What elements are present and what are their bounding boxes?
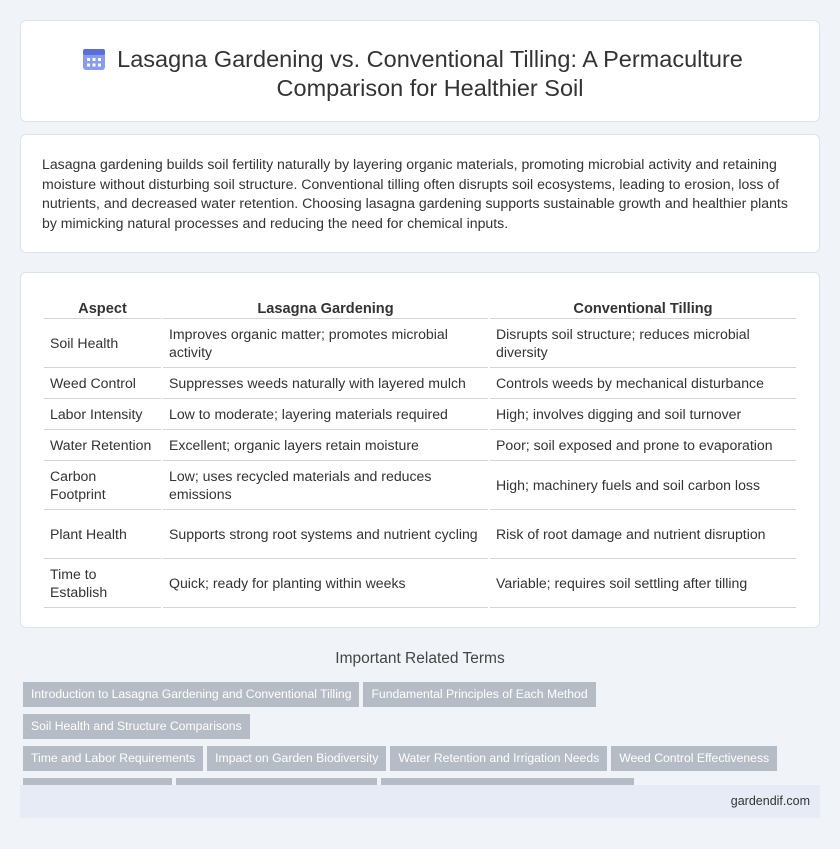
tilling-cell: Disrupts soil structure; reduces microbial diversity (490, 319, 796, 368)
footer-site-link[interactable]: gardendif.com (730, 794, 810, 808)
header-aspect: Aspect (44, 295, 161, 319)
aspect-cell: Plant Health (44, 510, 161, 559)
tilling-cell: High; involves digging and soil turnover (490, 399, 796, 430)
aspect-cell: Soil Health (44, 319, 161, 368)
table-row (44, 559, 796, 608)
table-row (44, 430, 796, 461)
page-title: Lasagna Gardening vs. Conventional Tilling: A Permaculture Comparison for Healthier Soil (117, 46, 743, 101)
aspect-cell: Weed Control (44, 368, 161, 399)
table-row (44, 461, 796, 510)
related-term-tag[interactable]: Water Retention and Irrigation Needs (390, 746, 607, 771)
related-term-tag[interactable]: Introduction to Lasagna Gardening and Conventional Tilling (23, 682, 359, 707)
table-row (44, 399, 796, 430)
tilling-cell: Risk of root damage and nutrient disruption (490, 510, 796, 559)
header-lasagna: Lasagna Gardening (163, 295, 488, 319)
table-header-row (44, 295, 796, 319)
comparison-card (20, 272, 820, 628)
related-term-tag[interactable]: Soil Health and Structure Comparisons (23, 714, 250, 739)
table-row (44, 510, 796, 559)
lasagna-cell: Low to moderate; layering materials required (163, 399, 488, 430)
lasagna-cell: Quick; ready for planting within weeks (163, 559, 488, 608)
header-tilling: Conventional Tilling (490, 295, 796, 319)
tilling-cell: Poor; soil exposed and prone to evaporation (490, 430, 796, 461)
related-term-tag[interactable]: Time and Labor Requirements (23, 746, 203, 771)
lasagna-cell: Excellent; organic layers retain moisture (163, 430, 488, 461)
aspect-cell: Water Retention (44, 430, 161, 461)
related-terms-title: Important Related Terms (335, 650, 505, 667)
aspect-cell: Carbon Footprint (44, 461, 161, 510)
related-term-tag[interactable]: Impact on Garden Biodiversity (207, 746, 386, 771)
lasagna-cell: Improves organic matter; promotes microbial activity (163, 319, 488, 368)
tilling-cell: Variable; requires soil settling after tilling (490, 559, 796, 608)
intro-card (20, 134, 820, 253)
related-term-tag[interactable]: Fundamental Principles of Each Method (363, 682, 595, 707)
lasagna-cell: Low; uses recycled materials and reduces emissions (163, 461, 488, 510)
table-row (44, 319, 796, 368)
lasagna-cell: Suppresses weeds naturally with layered mulch (163, 368, 488, 399)
comparison-table (42, 295, 798, 608)
table-row (44, 368, 796, 399)
related-term-tag[interactable]: Weed Control Effectiveness (611, 746, 777, 771)
footer (20, 785, 820, 818)
title-card (20, 20, 820, 122)
aspect-cell: Time to Establish (44, 559, 161, 608)
tilling-cell: High; machinery fuels and soil carbon loss (490, 461, 796, 510)
lasagna-cell: Supports strong root systems and nutrient cycling (163, 510, 488, 559)
intro-paragraph: Lasagna gardening builds soil fertility naturally by layering organic materials, promoting microbial activity and retaining moisture without disturbing soil structure. Conventional tilling often disrupts soil ecosystems, leading to erosion, loss of nutrients, and decreased water retention. Choosing lasagna gardening supports sustainable growth and healthier plants by mimicking natural processes and reducing the need for chemical inputs. (42, 156, 788, 231)
tilling-cell: Controls weeds by mechanical disturbance (490, 368, 796, 399)
aspect-cell: Labor Intensity (44, 399, 161, 430)
